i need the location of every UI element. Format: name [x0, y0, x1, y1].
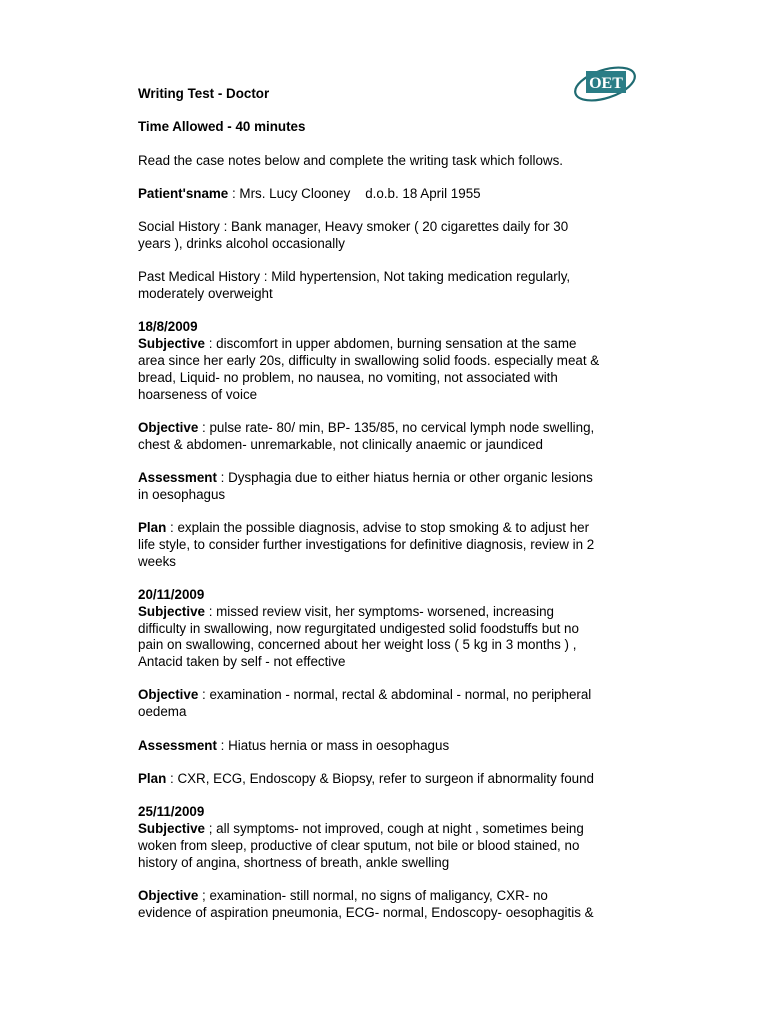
subjective-line: difficulty in swallowing, now regurgitated undigested solid foodstuffs but no — [138, 620, 579, 636]
assessment-line: Assessment : Dysphagia due to either hiatus hernia or other organic lesions — [138, 469, 593, 485]
plan-label: Plan — [138, 770, 167, 786]
assessment-label: Assessment — [138, 737, 217, 753]
social-history — [138, 219, 638, 253]
objective-label: Objective — [138, 419, 199, 435]
objective-label: Objective — [138, 887, 199, 903]
visit-entry — [138, 804, 638, 921]
subjective-label: Subjective — [138, 820, 205, 836]
subjective-line: hoarseness of voice — [138, 386, 258, 402]
assessment-label: Assessment — [138, 469, 217, 485]
plan-label: Plan — [138, 520, 167, 536]
subjective-line: Subjective ; all symptoms- not improved, cough at night , sometimes being — [138, 820, 584, 836]
plan-line: Plan : CXR, ECG, Endoscopy & Biopsy, refer to surgeon if abnormality found — [138, 770, 594, 786]
subjective-line: pain on swallowing, concerned about her weight loss ( 5 kg in 3 months ) , — [138, 637, 577, 653]
objective-line: Objective : pulse rate- 80/ min, BP- 135/85, no cervical lymph node swelling, — [138, 419, 595, 435]
plan-line: Plan : explain the possible diagnosis, advise to stop smoking & to adjust her — [138, 520, 590, 536]
instruction: Read the case notes below and complete the writing task which follows. — [138, 152, 564, 168]
visit-date: 25/11/2009 — [138, 804, 205, 820]
visit-date: 18/8/2009 — [138, 319, 198, 335]
assessment-line: in oesophagus — [138, 486, 226, 502]
objective-line: Objective : examination - normal, rectal & abdominal - normal, no peripheral — [138, 687, 592, 703]
objective-line: evidence of aspiration pneumonia, ECG- normal, Endoscopy- oesophagitis & — [138, 904, 594, 920]
plan-line: life style, to consider further investigations for definitive diagnosis, review in 2 — [138, 536, 595, 552]
past-history-line: moderately overweight — [138, 286, 273, 302]
subjective-line: woken from sleep, productive of clear sputum, not bile or blood stained, no — [138, 837, 580, 853]
visit-entry — [138, 319, 638, 570]
subjective-line: history of angina, shortness of breath, ankle swelling — [138, 854, 450, 870]
assessment-line: Assessment : Hiatus hernia or mass in oesophagus — [138, 737, 450, 753]
subjective-line: Subjective : missed review visit, her symptoms- worsened, increasing — [138, 603, 554, 619]
doc-title: Writing Test - Doctor — [138, 86, 270, 101]
patient-name: : Mrs. Lucy Clooney d.o.b. 18 April 1955 — [228, 185, 481, 201]
time-allowed: Time Allowed - 40 minutes — [138, 119, 306, 135]
subjective-label: Subjective — [138, 603, 205, 619]
patient-label: Patient'sname — [138, 185, 229, 201]
case-notes-document — [138, 86, 638, 921]
objective-label: Objective — [138, 687, 199, 703]
visit-date: 20/11/2009 — [138, 586, 205, 602]
plan-line: weeks — [138, 553, 176, 569]
social-history-line: Social History : Bank manager, Heavy smoker ( 20 cigarettes daily for 30 — [138, 219, 569, 235]
subjective-line: bread, Liquid- no problem, no nausea, no vomiting, not associated with — [138, 369, 558, 385]
subjective-label: Subjective — [138, 336, 205, 352]
subjective-line: area since her early 20s, difficulty in swallowing solid foods. especially meat & — [138, 352, 600, 368]
patient-line — [138, 186, 638, 203]
subjective-line: Subjective : discomfort in upper abdomen, burning sensation at the same — [138, 336, 577, 352]
past-history-line: Past Medical History : Mild hypertension, Not taking medication regularly, — [138, 269, 571, 285]
objective-line: oedema — [138, 704, 187, 720]
visit-entry — [138, 587, 638, 788]
social-history-line: years ), drinks alcohol occasionally — [138, 235, 345, 251]
past-medical-history — [138, 269, 638, 303]
objective-line: Objective ; examination- still normal, no signs of maligancy, CXR- no — [138, 887, 548, 903]
logo-text: OET — [589, 75, 623, 92]
objective-line: chest & abdomen- unremarkable, not clinically anaemic or jaundiced — [138, 436, 543, 452]
subjective-line: Antacid taken by self - not effective — [138, 654, 346, 670]
